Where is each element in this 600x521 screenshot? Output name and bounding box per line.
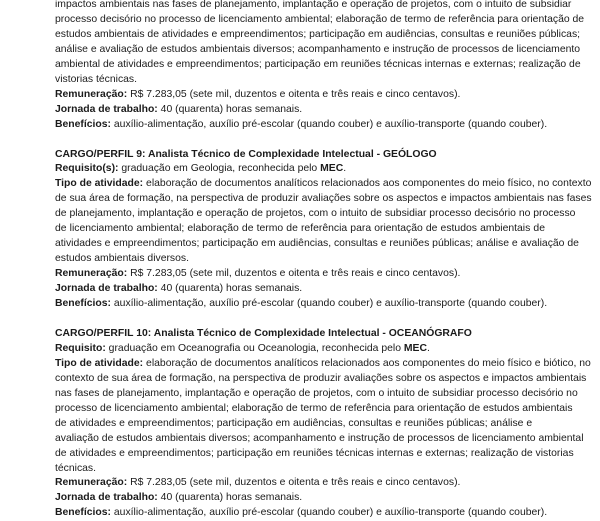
remuneracao-value: R$ 7.283,05 (sete mil, duzentos e oitenta e três reais e cinco centavos). (127, 477, 461, 489)
tipo-atividade-line (55, 177, 592, 192)
section-gap (55, 133, 545, 148)
jornada-field (55, 491, 545, 506)
document-text-body (55, 0, 592, 521)
paragraph-line (55, 58, 581, 73)
requisito-value-post: . (426, 342, 430, 354)
section-gap (55, 312, 545, 327)
section-heading: CARGO/PERFIL 10: Analista Técnico de Complexidade Intelectual - OCEANÓGRAFO (55, 327, 472, 339)
jornada-field (55, 282, 545, 297)
tipo-atividade-line (55, 192, 592, 207)
paragraph-line-text: processo decisório no processo de licenciamento ambiental; elaboração de termo de referência para orientação de (55, 13, 585, 25)
tipo-atividade-line-text: técnicas. (55, 462, 97, 474)
section-cargo-perfil-10 (55, 327, 591, 521)
tipo-atividade-label: Tipo de atividade: (55, 178, 144, 190)
requisito-value-pre: graduação em Geologia, reconhecida pelo (118, 163, 321, 175)
tipo-atividade-line (55, 417, 545, 432)
tipo-atividade-line-text: de licenciamento ambiental; elaboração de termo de referência para orientação de estudos ambientais de (55, 223, 545, 235)
remuneracao-field (55, 476, 545, 491)
tipo-atividade-line (55, 372, 587, 387)
tipo-atividade-line-text: estudos ambientais diversos. (55, 253, 189, 265)
requisito-value-mec: MEC (403, 342, 427, 354)
tipo-atividade-line-text: de sua área de formação, na perspectiva de produzir avaliações sobre os aspectos e impactos ambientais nas fases (55, 193, 592, 205)
tipo-atividade-line-text: elaboração de documentos analíticos relacionados aos componentes do meio físico, no contexto (146, 178, 592, 190)
tipo-atividade-line (55, 207, 576, 222)
paragraph-line (55, 73, 545, 88)
tipo-atividade-line (55, 387, 578, 402)
requisito-label: Requisito(s): (55, 163, 119, 175)
beneficios-label: Benefícios: (55, 118, 112, 130)
tipo-atividade-line-text: avaliação de estudos ambientais diversos; acompanhamento e instrução de processos de licenciamento ambiental (55, 432, 584, 444)
section-heading: CARGO/PERFIL 9: Analista Técnico de Complexidade Intelectual - GEÓLOGO (55, 148, 437, 160)
requisito-field (55, 342, 545, 357)
tipo-atividade-line-text: de atividades e empreendimentos; participação em reuniões técnicas internas e externas; realização de vistorias (55, 447, 574, 459)
requisito-value-post: . (343, 163, 347, 175)
paragraph-line (55, 0, 572, 13)
tipo-atividade-line-text: de atividades e empreendimentos; participação em audiências, consultas e reuniões públicas; análise e (55, 417, 533, 429)
beneficios-value: auxílio-alimentação, auxílio pré-escolar (quando couber) e auxílio-transporte (quando couber). (111, 507, 548, 519)
tipo-atividade-line-text: de planejamento, implantação e operação de projetos, com o intuito de subsidiar processo decisório no processo (55, 208, 576, 220)
tipo-atividade-line (55, 357, 591, 372)
paragraph-line-text: análise e avaliação de estudos ambientais diversos; acompanhamento e instrução de processos de licenciamento (55, 43, 581, 55)
jornada-field (55, 103, 545, 118)
paragraph-line (55, 43, 581, 58)
requisito-field (55, 162, 545, 177)
beneficios-field (55, 297, 548, 312)
tipo-atividade-line (55, 447, 574, 462)
jornada-label: Jornada de trabalho: (55, 103, 158, 115)
jornada-value: 40 (quarenta) horas semanais. (157, 103, 303, 115)
remuneracao-field (55, 88, 545, 103)
tipo-atividade-line-text: nas fases de planejamento, implantação e operação de projetos, com o intuito de subsidiar processo decisório no (55, 387, 578, 399)
tipo-atividade-first-chunk (55, 177, 591, 192)
remuneracao-label: Remuneração: (55, 268, 128, 280)
tipo-atividade-line (55, 462, 545, 477)
continued-paragraph (55, 0, 585, 88)
beneficios-label: Benefícios: (55, 298, 112, 310)
paragraph-line-text: impactos ambientais nas fases de planejamento, implantação e operação de projetos, com o intuito de subsidiar (55, 0, 572, 10)
beneficios-field (55, 506, 548, 521)
remuneracao-value: R$ 7.283,05 (sete mil, duzentos e oitenta e três reais e cinco centavos). (127, 88, 461, 100)
tipo-atividade-line-text: processo de licenciamento ambiental; elaboração de termo de referência para orientação de estudos ambientais (55, 402, 573, 414)
requisito-label: Requisito: (55, 342, 106, 354)
requisito-value-pre: graduação em Oceanografia ou Oceanologia, reconhecida pelo (105, 342, 404, 354)
tipo-atividade-line (55, 237, 579, 252)
beneficios-value: auxílio-alimentação, auxílio pré-escolar (quando couber) e auxílio-transporte (quando couber). (111, 118, 548, 130)
beneficios-field (55, 118, 548, 133)
tipo-atividade-first-chunk (55, 357, 591, 372)
jornada-value: 40 (quarenta) horas semanais. (157, 492, 303, 504)
paragraph-line-text: vistorias técnicas. (55, 73, 137, 85)
tipo-atividade-line (55, 252, 545, 267)
paragraph-line-text: ambiental de atividades e empreendimentos; participação em reuniões técnicas internas e externas; realização de (55, 58, 581, 70)
tipo-atividade-line (55, 432, 584, 447)
remuneracao-field (55, 267, 545, 282)
paragraph-line (55, 28, 581, 43)
paragraph-line (55, 13, 585, 28)
jornada-label: Jornada de trabalho: (55, 283, 158, 295)
beneficios-label: Benefícios: (55, 507, 112, 519)
paragraph-line-text: estudos ambientais de atividades e empreendimentos; participação em audiências, consultas e reuniões públicas; (55, 28, 581, 40)
jornada-label: Jornada de trabalho: (55, 492, 158, 504)
remuneracao-label: Remuneração: (55, 477, 128, 489)
tipo-atividade-line (55, 402, 573, 417)
tipo-atividade-line-text: atividades e empreendimentos; participação em audiências, consultas e reuniões públicas; análise e avaliação de (55, 238, 579, 250)
tipo-atividade-line-text: elaboração de documentos analíticos relacionados aos componentes do meio físico e biótico, no (146, 357, 591, 369)
requisito-value-mec: MEC (320, 163, 344, 175)
tipo-atividade-line (55, 222, 545, 237)
jornada-value: 40 (quarenta) horas semanais. (157, 283, 303, 295)
tipo-atividade-label: Tipo de atividade: (55, 357, 144, 369)
section-cargo-perfil-9 (55, 148, 592, 312)
remuneracao-value: R$ 7.283,05 (sete mil, duzentos e oitenta e três reais e cinco centavos). (127, 268, 461, 280)
remuneracao-label: Remuneração: (55, 88, 128, 100)
tipo-atividade-line-text: contexto de sua área de formação, na perspectiva de produzir avaliações sobre os aspectos e impactos ambientais (55, 372, 587, 384)
beneficios-value: auxílio-alimentação, auxílio pré-escolar (quando couber) e auxílio-transporte (quando couber). (111, 298, 548, 310)
